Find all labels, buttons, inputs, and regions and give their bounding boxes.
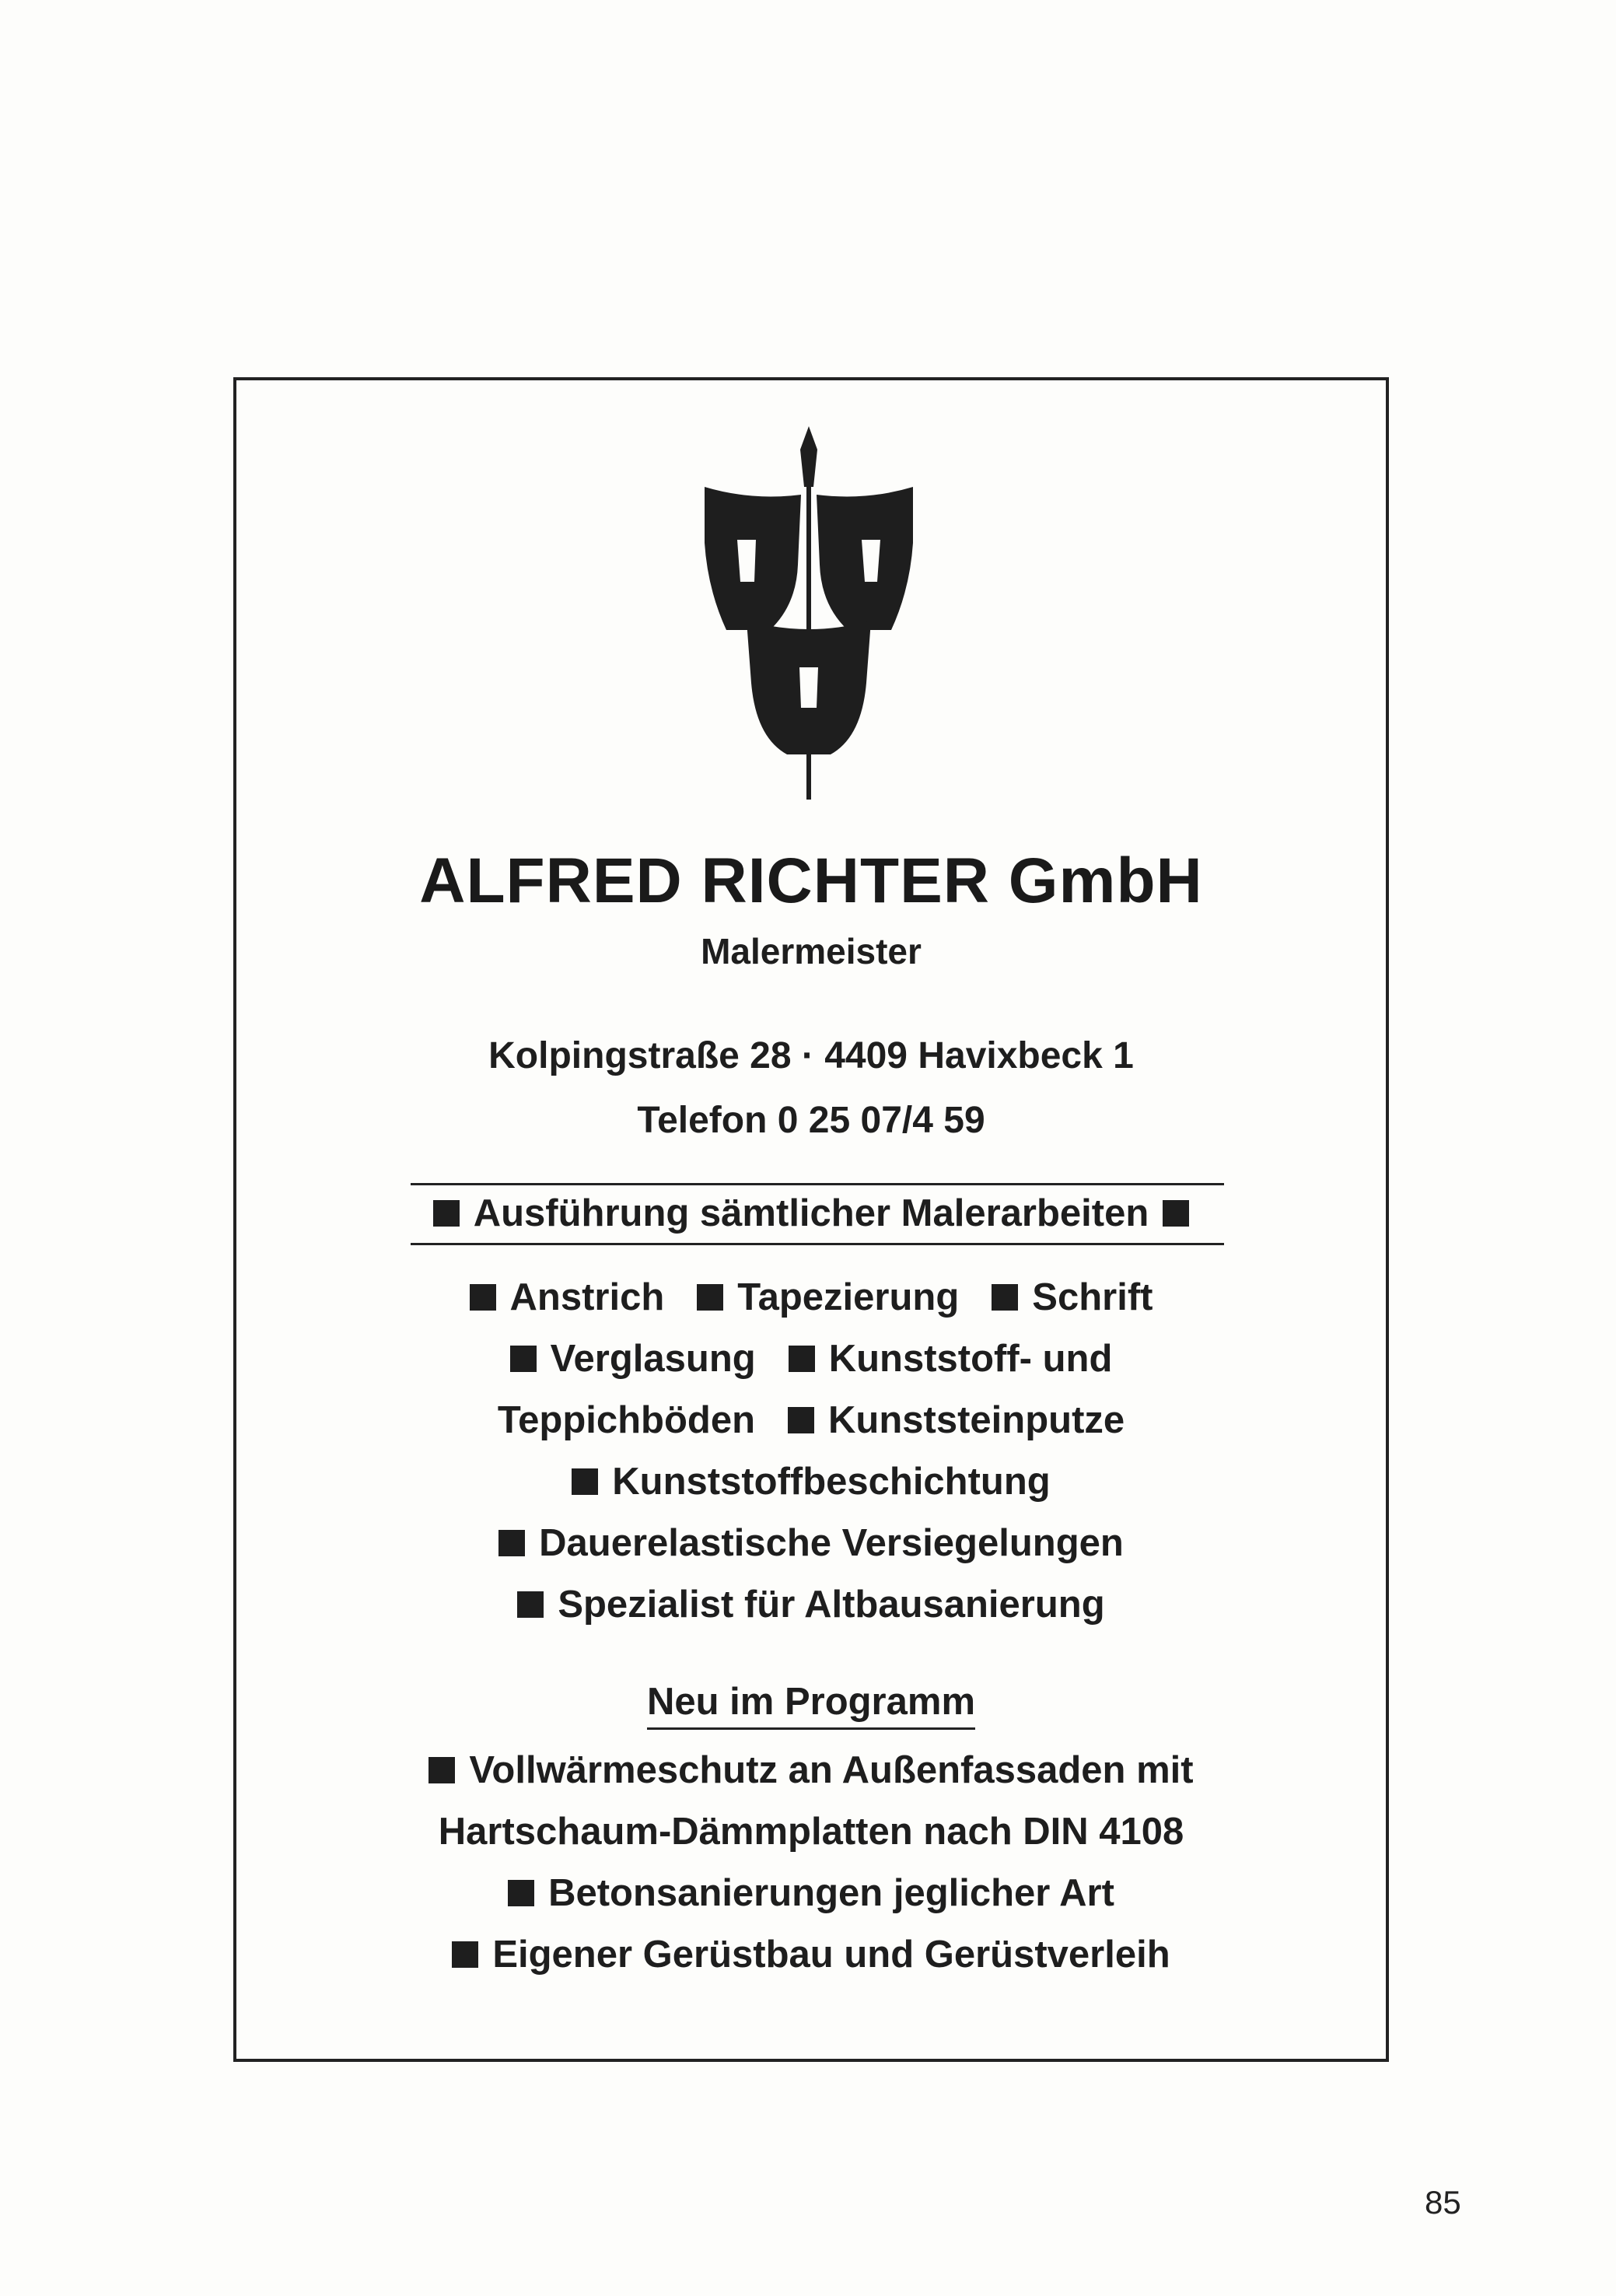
new-item-line-4 — [233, 1933, 1389, 1976]
services-line-1 — [233, 1276, 1389, 1319]
new-item: Hartschaum-Dämmplatten nach DIN 4108 — [438, 1811, 1184, 1853]
headline-bottom-rule — [411, 1243, 1224, 1245]
phone-line: Telefon 0 25 07/4 59 — [637, 1100, 985, 1141]
service-item: Kunststoffbeschichtung — [612, 1461, 1051, 1503]
bullet-square-icon — [1163, 1200, 1189, 1227]
service-item: Schrift — [1032, 1276, 1153, 1318]
services-line-4 — [233, 1460, 1389, 1503]
bullet-square-icon — [788, 1407, 814, 1433]
new-item: Eigener Gerüstbau und Gerüstverleih — [492, 1934, 1170, 1976]
address-line: Kolpingstraße 28 · 4409 Havixbeck 1 — [488, 1035, 1134, 1076]
bullet-square-icon — [470, 1284, 496, 1311]
bullet-square-icon — [517, 1591, 544, 1618]
new-in-program-text: Neu im Programm — [647, 1681, 975, 1730]
three-shields-spear-logo-icon — [684, 426, 933, 800]
service-item: Teppichböden — [497, 1399, 756, 1441]
new-item-line-2 — [233, 1810, 1389, 1853]
services-line-2 — [233, 1337, 1389, 1381]
bullet-square-icon — [697, 1284, 723, 1311]
service-item: Anstrich — [509, 1276, 665, 1318]
headline-text: Ausführung sämtlicher Malerarbeiten — [473, 1192, 1149, 1234]
bullet-square-icon — [498, 1530, 525, 1556]
bullet-square-icon — [510, 1346, 537, 1372]
bullet-square-icon — [789, 1346, 815, 1372]
services-line-5 — [233, 1521, 1389, 1565]
bullet-square-icon — [508, 1880, 534, 1906]
service-item: Verglasung — [550, 1338, 756, 1380]
new-item: Betonsanierungen jeglicher Art — [548, 1872, 1114, 1914]
bullet-square-icon — [433, 1200, 460, 1227]
service-item: Dauerelastische Versiegelungen — [539, 1522, 1124, 1564]
bullet-square-icon — [428, 1757, 455, 1783]
service-item: Spezialist für Altbausanierung — [558, 1584, 1105, 1626]
new-in-program-heading — [233, 1680, 1389, 1724]
headline — [233, 1192, 1389, 1235]
service-item: Kunststoff- und — [828, 1338, 1113, 1380]
service-item: Kunststeinputze — [828, 1399, 1125, 1441]
bullet-square-icon — [992, 1284, 1018, 1311]
new-item-line-3 — [233, 1871, 1389, 1915]
services-line-6 — [233, 1583, 1389, 1626]
profession-label: Malermeister — [701, 931, 922, 971]
bullet-square-icon — [452, 1941, 478, 1968]
new-item-line-1 — [233, 1748, 1389, 1792]
services-line-3 — [233, 1398, 1389, 1442]
bullet-square-icon — [572, 1468, 598, 1495]
headline-top-rule — [411, 1183, 1224, 1185]
new-item: Vollwärmeschutz an Außenfassaden mit — [469, 1749, 1194, 1791]
company-name: ALFRED RICHTER GmbH — [419, 845, 1203, 916]
service-item: Tapezierung — [737, 1276, 960, 1318]
page-number: 85 — [1425, 2184, 1461, 2221]
